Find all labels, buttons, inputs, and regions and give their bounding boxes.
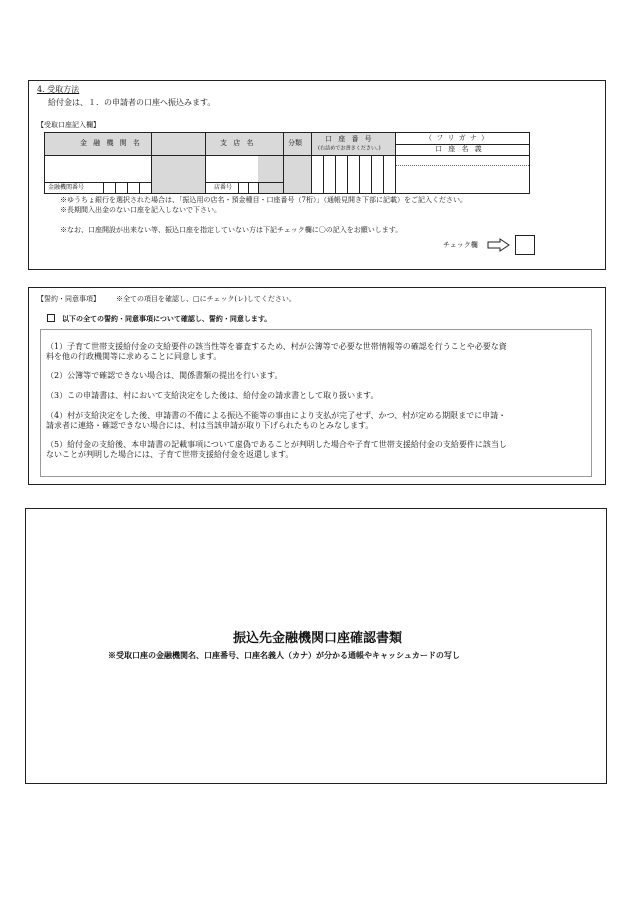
digit-divider [335,155,336,193]
header-account-holder: 口 座 名 義 [435,145,484,153]
code-digit-divider [139,182,140,193]
attachment-area [25,508,607,784]
header-kana: （ フ リ ガ ナ ） [425,134,490,142]
intro-text: 給付金は、１．の申請者の口座へ振込みます。 [48,98,216,107]
code-row-line [45,182,151,183]
pledge-item-5b: ないことが判明した場合には、子育て世帯支援給付金を返還します。 [46,450,294,459]
no-account-check-box[interactable] [515,235,535,255]
header-account-number: 口 座 番 号 [325,135,374,143]
table-divider [283,133,284,193]
code-digit-divider [248,182,249,193]
note-long-inactive: ※長期間入出金のない口座を記入しないで下さい。 [60,206,221,214]
table-divider [395,133,396,193]
header-type: 分類 [288,139,302,147]
arrow-right-icon [487,238,511,252]
digit-divider [371,155,372,193]
code-row-line [205,182,283,183]
code-digit-divider [258,182,259,193]
digit-divider [323,155,324,193]
table-divider [205,133,206,193]
header-bank-name: 金 融 機 関 名 [80,139,142,147]
bank-gray-cell [151,155,205,193]
header-branch-name: 支 店 名 [220,139,256,147]
note-yucho: ※ゆうちょ銀行を選択された場合は、「振込用の店名・預金種目・口座番号（7桁）」（通帳見開き下部に記載）をご記入ください。 [60,196,467,204]
type-gray-cell [283,155,311,193]
attachment-title: 振込先金融機関口座確認書類 [233,631,403,646]
pledge-item-4a: （4）村が支給決定をした後、申請書の不備による振込不能等の事由により支払が完了せず、かつ、村が定める期限までに申請・ [46,411,507,420]
code-digit-divider [238,182,239,193]
header-account-note: (右詰めでお書きください。) [318,145,381,152]
code-digit-divider [127,182,128,193]
table-caption: 【受取口座記入欄】 [37,121,100,129]
table-divider [45,155,529,156]
code-digit-divider [115,182,116,193]
table-divider [151,133,152,193]
kana-dotted-line [396,165,529,166]
section-heading: 4. 受取方法 [37,85,80,94]
bank-code-label: 金融機関番号 [48,184,85,191]
table-divider [311,133,312,193]
check-label: チェック欄 [443,241,478,249]
branch-gray-cell [258,155,283,193]
agree-checkbox[interactable] [47,314,55,322]
code-digit-divider [103,182,104,193]
agree-label: 以下の全ての誓約・同意事項について確認し、誓約・同意します。 [62,314,272,323]
digit-divider [383,155,384,193]
attachment-note: ※受取口座の金融機関名、口座番号、口座名義人（カナ）が分かる通帳やキャッシュカードの写し [108,650,460,660]
pledge-item-2: （2）公簿等で確認できない場合は、関係書類の提出を行います。 [46,371,283,380]
pledge-heading: 【誓約・同意事項】 [37,295,100,303]
pledge-item-3: （3）この申請書は、村において支給決定をした後は、給付金の請求書として取り扱います。 [46,391,379,400]
pledge-item-5a: （5）給付金の支給後、本申請書の記載事項について虚偽であることが判明した場合や子育て世帯支援給付金の支給要件に該当し [46,440,507,449]
digit-divider [347,155,348,193]
pledge-heading-note: ※全ての項目を確認し、□にチェック(レ)してください。 [116,295,296,303]
digit-divider [359,155,360,193]
table-divider [395,144,529,145]
note-no-account: ※なお、口座開設が出来ない等、振込口座を指定していない方は下記チェック欄に〇の記入をお願いします。 [60,226,403,234]
pledge-item-1a: （1）子育て世帯支援給付金の支給要件の該当性等を審査するため、村が公簿等で必要な世帯情報等の確認を行うことや必要な資 [46,342,507,351]
branch-code-label: 店番号 [214,184,233,191]
pledge-item-4b: 請求者に連絡・確認できない場合には、村は当該申請が取り下げられたものとみなします。 [46,421,374,430]
pledge-item-1b: 料を他の行政機関等に求めることに同意します。 [46,352,222,361]
